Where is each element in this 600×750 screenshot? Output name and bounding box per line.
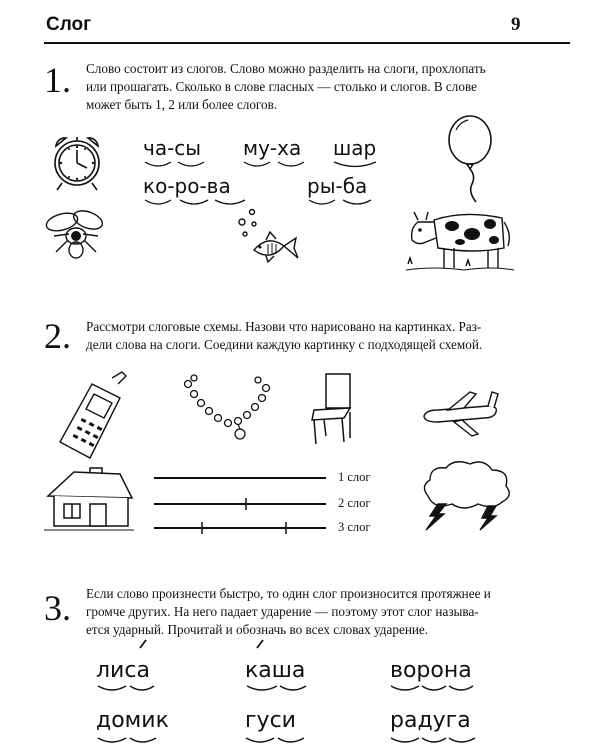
word-part: к [245, 658, 259, 683]
cow-picture [404, 200, 516, 274]
syllable-schemes [150, 466, 340, 536]
scheme-2-label: 2 слог [338, 496, 371, 510]
word-shar: шар [333, 136, 377, 160]
fish-picture [232, 208, 302, 268]
word-gusi: гуси [245, 708, 296, 733]
fly-picture [42, 208, 108, 260]
stress-mark [140, 640, 146, 648]
page-number: 9 [511, 14, 521, 35]
task-1-line: Слово состоит из слогов. Слово можно разделить на слоги, прохлопать [86, 61, 486, 76]
bead-necklace-picture [180, 372, 274, 444]
word-domik: домик [96, 708, 169, 733]
page-title: Слог [46, 14, 92, 35]
task-1-line: может быть 1, 2 или более слогов. [86, 97, 278, 112]
task-2-text [86, 318, 482, 354]
scheme-3-label: 3 слог [338, 520, 371, 534]
airplane-picture [418, 386, 502, 438]
task-3-line: Если слово произнести быстро, то один слог произносится протяжнее и [86, 586, 491, 601]
word-part: лис [96, 658, 137, 683]
house-picture [44, 460, 134, 532]
word-vorona: ворона [390, 658, 472, 683]
thundercloud-picture [418, 456, 514, 532]
task-3-line: ется ударный. Прочитай и обозначь во всех словах ударение. [86, 622, 429, 637]
task-3-text [86, 585, 491, 639]
task-3-number: 3. [44, 588, 71, 628]
stressed-vowel: а [136, 658, 150, 683]
task-2-number: 2. [44, 316, 71, 356]
word-ryba: ры-ба [307, 174, 368, 198]
stressed-vowel: а [258, 658, 272, 683]
mobile-phone-picture [52, 372, 132, 462]
word-mukha: му-ха [243, 136, 302, 160]
word-raduga: радуга [390, 708, 471, 733]
stress-mark [257, 640, 263, 648]
word-chasy: ча-сы [143, 136, 202, 160]
alarm-clock-picture [44, 128, 110, 192]
task-2-line: дели слова на слоги. Соедини каждую картинку с подходящей схемой. [86, 337, 483, 352]
stress-marks-and-arcs [0, 640, 600, 750]
task-2-line: Рассмотри слоговые схемы. Назови что нарисовано на картинках. Раз- [86, 319, 482, 334]
word-korova: ко-ро-ва [143, 174, 231, 198]
task-1-line: или прошагать. Сколько в слове гласных — столько и слогов. В слове [86, 79, 477, 94]
chair-picture [308, 372, 356, 446]
word-part: ша [271, 658, 306, 683]
balloon-picture [442, 114, 502, 204]
task-1-number: 1. [44, 60, 71, 100]
task-3-line: громче других. На него падает ударение — поэтому этот слог называ- [86, 604, 479, 619]
scheme-1-label: 1 слог [338, 470, 371, 484]
